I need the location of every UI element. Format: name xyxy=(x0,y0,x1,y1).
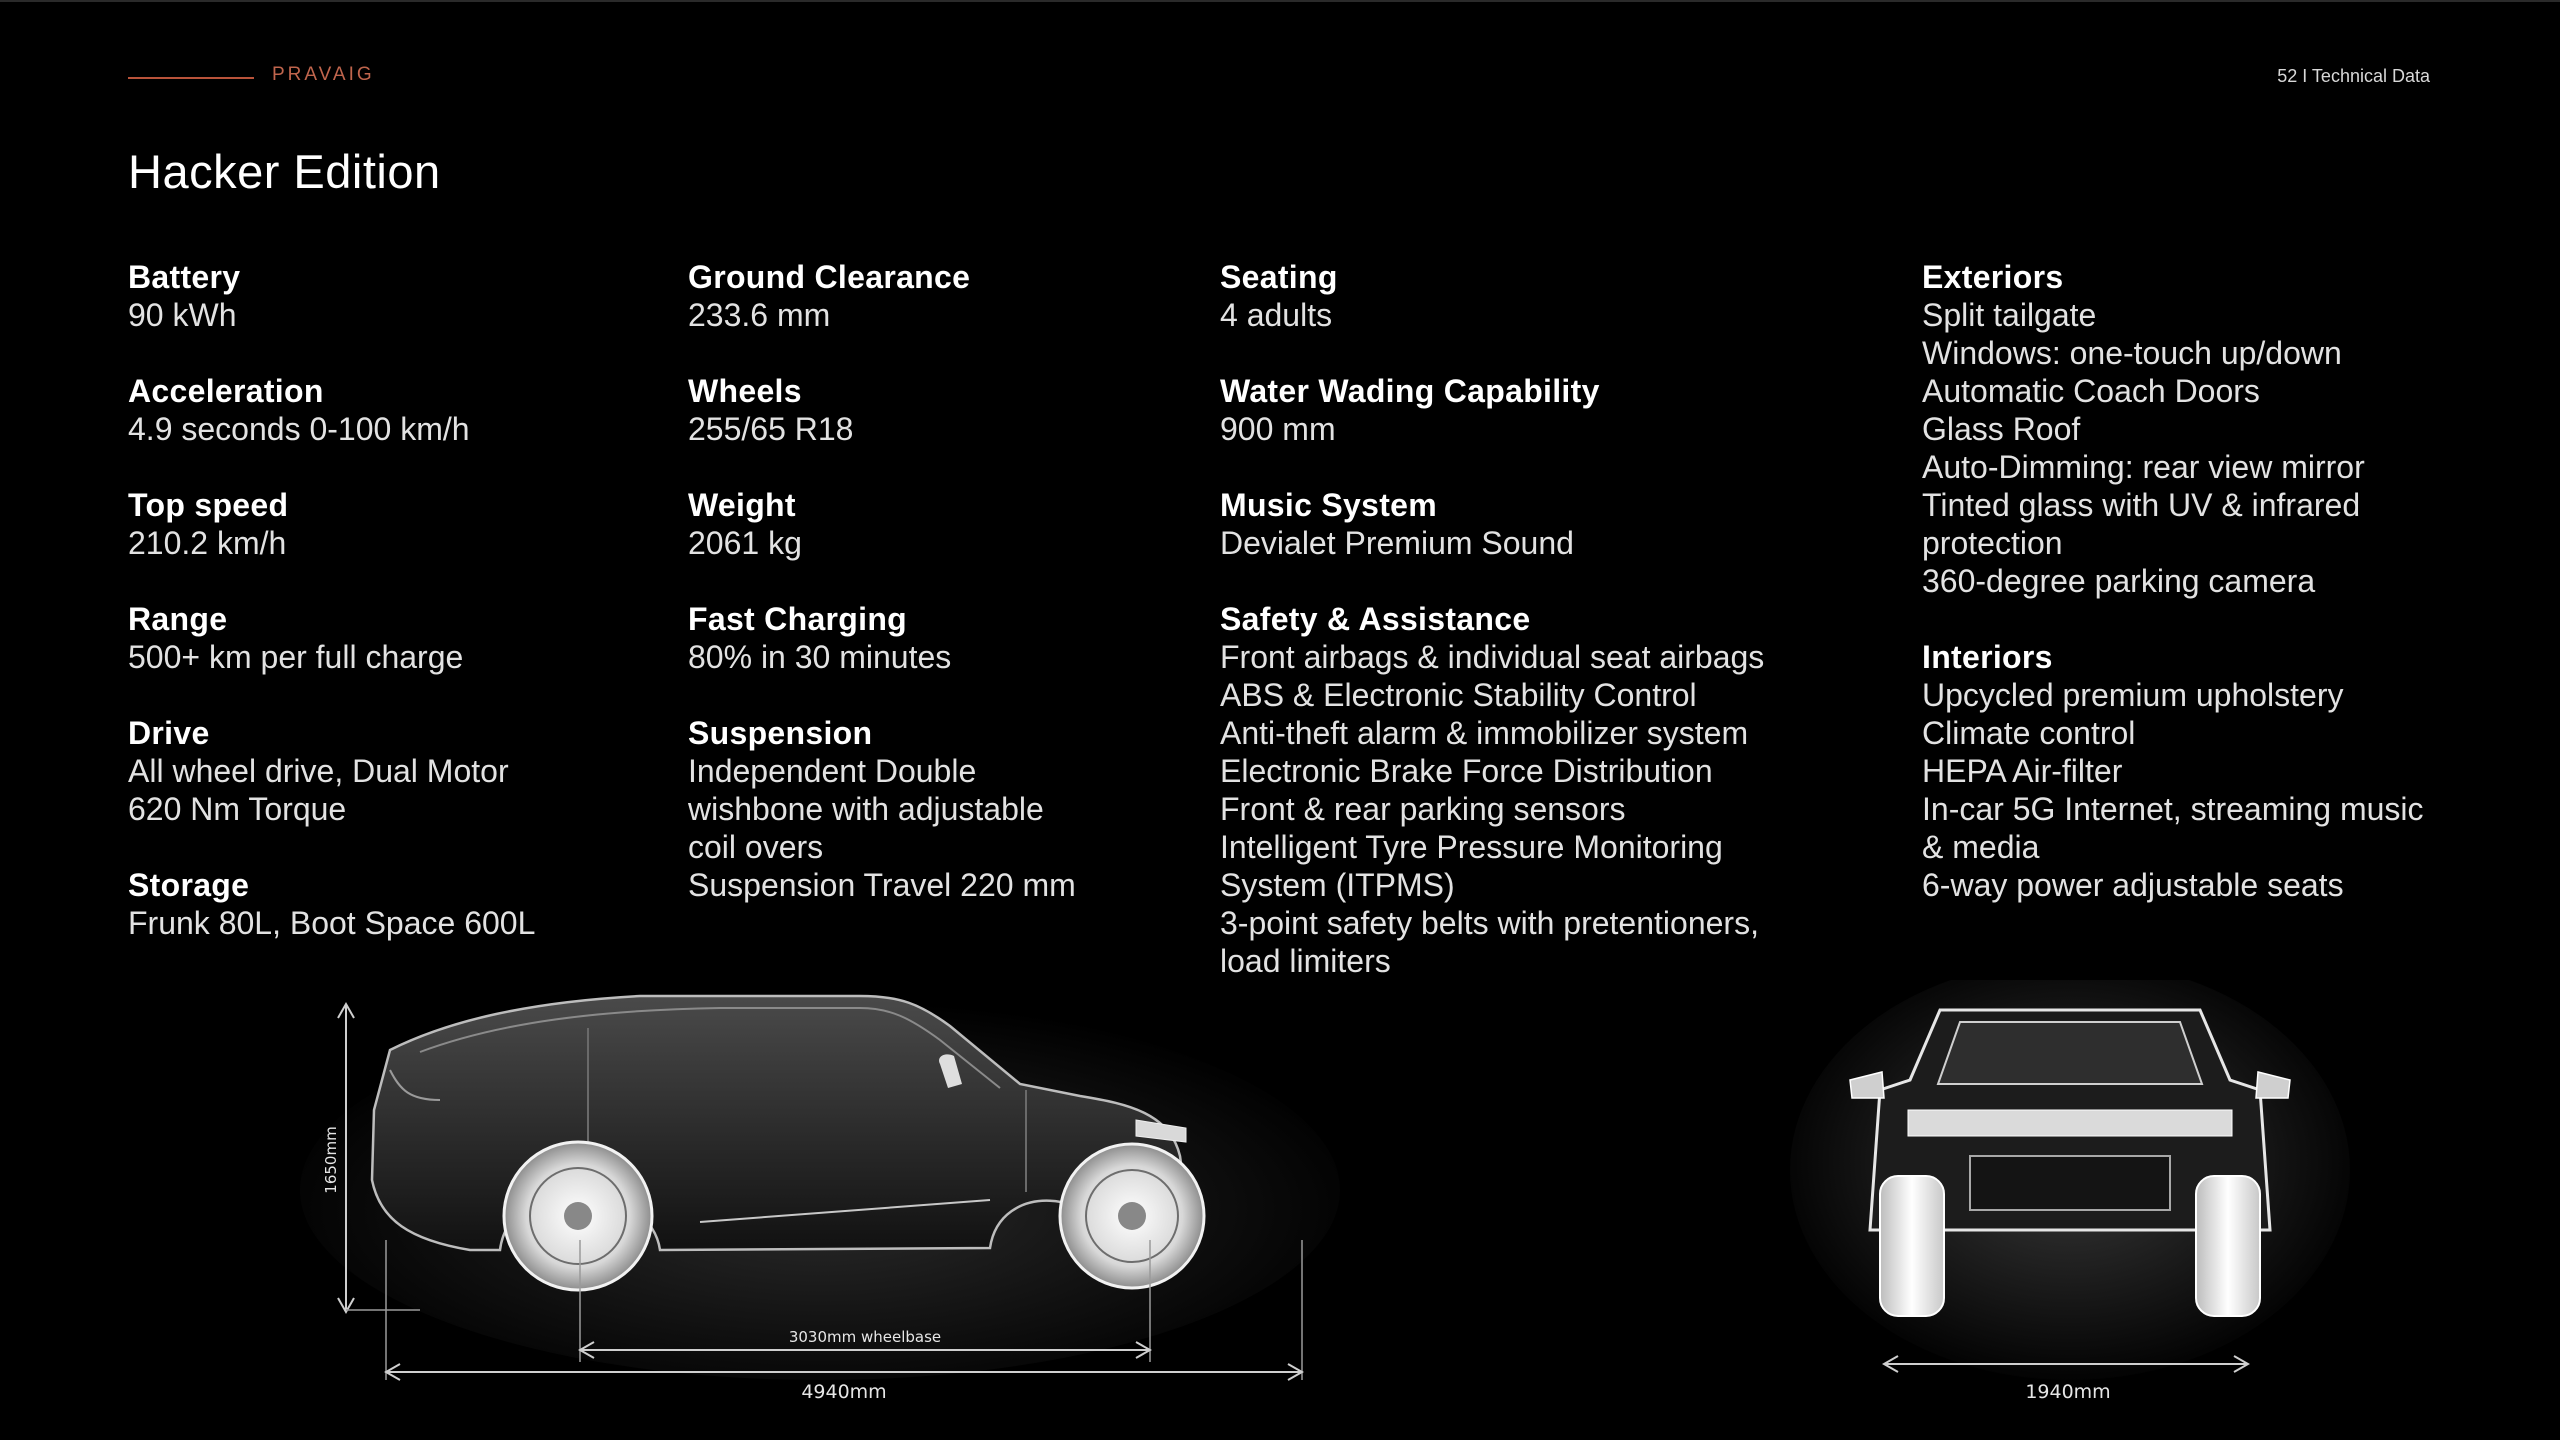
spec-value: All wheel drive, Dual Motor xyxy=(128,753,509,789)
rear-left-tyre xyxy=(1880,1176,1944,1316)
spec-value: HEPA Air-filter xyxy=(1922,753,2123,789)
spec-music-system xyxy=(1220,486,1900,562)
spec-value: 255/65 R18 xyxy=(688,411,854,447)
wheelbase-label: 3030mm wheelbase xyxy=(788,1328,942,1346)
spec-value: Anti-theft alarm & immobilizer system xyxy=(1220,715,1749,751)
spec-value: Split tailgate xyxy=(1922,297,2097,333)
rear-wheel xyxy=(504,1142,652,1290)
spec-water-wading-capability xyxy=(1220,372,1900,448)
spec-value: protection xyxy=(1922,525,2063,561)
spec-label: Suspension xyxy=(688,715,873,751)
spec-value: Upcycled premium upholstery xyxy=(1922,677,2344,713)
brand-name: PRAVAIG xyxy=(272,64,375,85)
spec-value: Glass Roof xyxy=(1922,411,2081,447)
spec-weight xyxy=(688,486,1188,562)
page-reference: 52 I Technical Data xyxy=(2277,66,2430,86)
length-label: 4940mm xyxy=(801,1381,887,1400)
spec-value: 3-point safety belts with pretentioners, xyxy=(1220,905,1759,941)
spec-value: 233.6 mm xyxy=(688,297,831,333)
page-title: Hacker Edition xyxy=(128,145,441,198)
spec-column-3 xyxy=(1220,258,1900,1018)
spec-value: 210.2 km/h xyxy=(128,525,287,561)
spec-value: 620 Nm Torque xyxy=(128,791,347,827)
spec-column-1 xyxy=(128,258,648,980)
top-border xyxy=(0,0,2560,2)
spec-interiors xyxy=(1922,638,2442,904)
rear-view-drawing xyxy=(1790,980,2350,1400)
spec-column-4 xyxy=(1922,258,2442,942)
spec-label: Seating xyxy=(1220,259,1338,295)
spec-value: 900 mm xyxy=(1220,411,1336,447)
width-label: 1940mm xyxy=(2025,1381,2111,1400)
side-view-drawing xyxy=(300,960,1360,1400)
spec-seating xyxy=(1220,258,1900,334)
spec-fast-charging xyxy=(688,600,1188,676)
spec-value: 2061 kg xyxy=(688,525,802,561)
spec-label: Safety & Assistance xyxy=(1220,601,1531,637)
spec-value: Automatic Coach Doors xyxy=(1922,373,2260,409)
spec-value: 80% in 30 minutes xyxy=(688,639,952,675)
spec-label: Storage xyxy=(128,867,250,903)
spec-value: Tinted glass with UV & infrared xyxy=(1922,487,2361,523)
spec-value: Auto-Dimming: rear view mirror xyxy=(1922,449,2365,485)
spec-suspension xyxy=(688,714,1188,904)
spec-label: Drive xyxy=(128,715,210,751)
spec-value: ABS & Electronic Stability Control xyxy=(1220,677,1697,713)
spec-storage xyxy=(128,866,648,942)
spec-value: Frunk 80L, Boot Space 600L xyxy=(128,905,536,941)
spec-value: 360-degree parking camera xyxy=(1922,563,2316,599)
spec-label: Ground Clearance xyxy=(688,259,971,295)
spec-value: 90 kWh xyxy=(128,297,237,333)
spec-value: coil overs xyxy=(688,829,824,865)
spec-value: 6-way power adjustable seats xyxy=(1922,867,2344,903)
spec-label: Exteriors xyxy=(1922,259,2064,295)
spec-column-2 xyxy=(688,258,1188,942)
spec-value: Independent Double xyxy=(688,753,977,789)
spec-top-speed xyxy=(128,486,648,562)
spec-value: & media xyxy=(1922,829,2040,865)
spec-wheels xyxy=(688,372,1188,448)
spec-battery xyxy=(128,258,648,334)
spec-value: Electronic Brake Force Distribution xyxy=(1220,753,1713,789)
spec-value: 4.9 seconds 0-100 km/h xyxy=(128,411,470,447)
front-wheel xyxy=(1060,1144,1204,1288)
spec-value: load limiters xyxy=(1220,943,1391,979)
spec-safety-assistance xyxy=(1220,600,1900,980)
spec-value: Front airbags & individual seat airbags xyxy=(1220,639,1765,675)
spec-label: Interiors xyxy=(1922,639,2053,675)
spec-ground-clearance xyxy=(688,258,1188,334)
spec-value: 4 adults xyxy=(1220,297,1333,333)
spec-label: Water Wading Capability xyxy=(1220,373,1600,409)
spec-label: Weight xyxy=(688,487,796,523)
spec-value: Front & rear parking sensors xyxy=(1220,791,1626,827)
spec-label: Fast Charging xyxy=(688,601,908,637)
spec-value: Windows: one-touch up/down xyxy=(1922,335,2342,371)
spec-value: Intelligent Tyre Pressure Monitoring xyxy=(1220,829,1723,865)
rear-right-tyre xyxy=(2196,1176,2260,1316)
spec-value: Suspension Travel 220 mm xyxy=(688,867,1076,903)
spec-label: Wheels xyxy=(688,373,802,409)
spec-value: 500+ km per full charge xyxy=(128,639,464,675)
spec-exteriors xyxy=(1922,258,2442,600)
brand-rule xyxy=(128,77,254,79)
spec-value: wishbone with adjustable xyxy=(688,791,1044,827)
spec-label: Range xyxy=(128,601,228,637)
spec-value: Devialet Premium Sound xyxy=(1220,525,1574,561)
height-label: 1650mm xyxy=(322,1126,340,1194)
spec-acceleration xyxy=(128,372,648,448)
spec-label: Battery xyxy=(128,259,241,295)
spec-label: Top speed xyxy=(128,487,289,523)
spec-drive xyxy=(128,714,648,828)
spec-value: System (ITPMS) xyxy=(1220,867,1455,903)
spec-label: Acceleration xyxy=(128,373,324,409)
spec-label: Music System xyxy=(1220,487,1438,523)
spec-value: Climate control xyxy=(1922,715,2136,751)
spec-value: In-car 5G Internet, streaming music xyxy=(1922,791,2424,827)
spec-range xyxy=(128,600,648,676)
